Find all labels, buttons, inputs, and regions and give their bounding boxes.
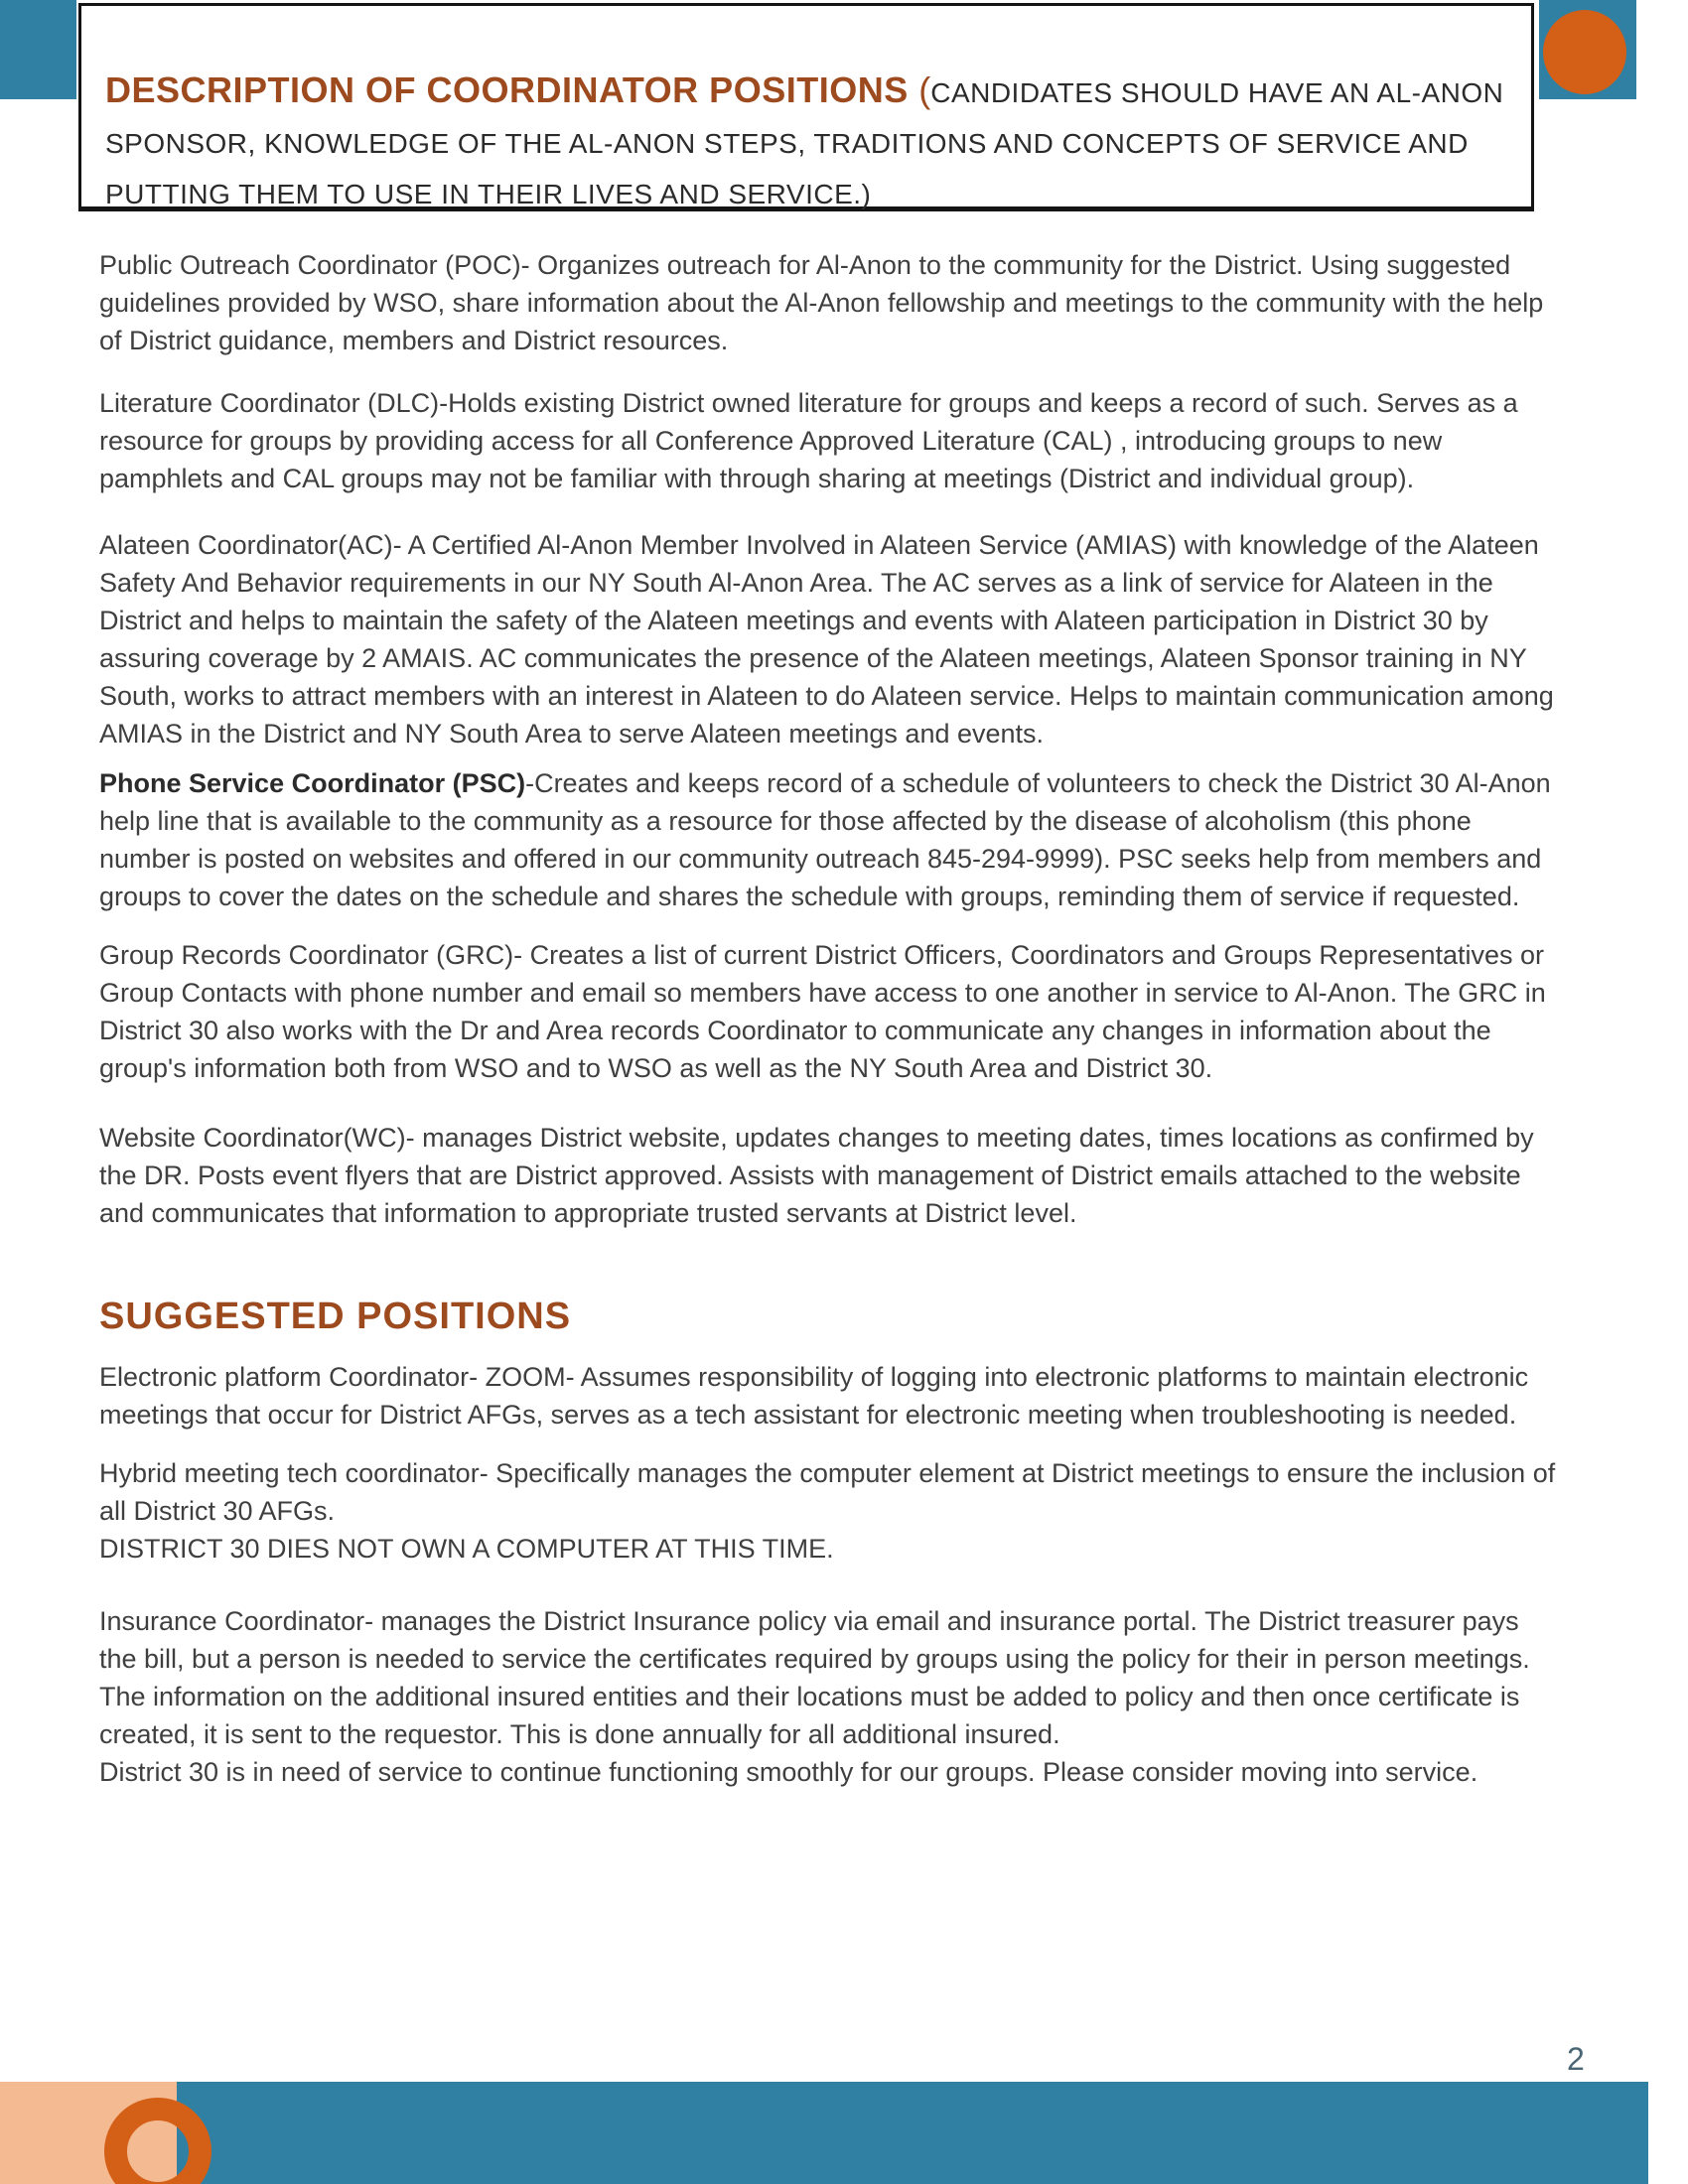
paragraph-alateen-coordinator: Alateen Coordinator(AC)- A Certified Al-Anon Member Involved in Alateen Service (AMIAS) with knowledge of the Alateen Safety And Behavior requirements in our NY South Al-Anon Area. The AC serves as a link of service for Alateen in the District and helps to maintain the safety of the Alateen meetings and events with Alateen participation in District 30 by assuring coverage by 2 AMAIS. AC communicates the presence of the Alateen meetings, Alateen Sponsor training in NY South, works to attract members with an interest in Alateen to do Alateen service. Helps to maintain communication among AMIAS in the District and NY South Area to serve Alateen meetings and events. (99, 530, 1554, 749)
paragraph-closing-call-to-service: District 30 is in need of service to continue functioning smoothly for our groups. Please consider moving into service. (99, 1757, 1478, 1787)
paragraph-insurance-coordinator: Insurance Coordinator- manages the District Insurance policy via email and insurance portal. The District treasurer pays the bill, but a person is needed to service the certificates required by groups using the policy for their in person meetings. The information on the additional insured entities and their locations must be added to policy and then once certificate is created, it is sent to the requestor. This is done annually for all additional insured. (99, 1606, 1530, 1749)
phone-service-coordinator-lead: Phone Service Coordinator (PSC) (99, 768, 526, 798)
orange-circle-icon (1543, 10, 1626, 94)
top-left-accent-block (0, 0, 76, 99)
paragraph-website-coordinator: Website Coordinator(WC)- manages District website, updates changes to meeting dates, times locations as confirmed by the DR. Posts event flyers that are District approved. Assists with management of District emails attached to the website and communicates that information to appropriate trusted servants at District level. (99, 1123, 1534, 1228)
paragraph-phone-service-coordinator (99, 764, 1557, 915)
page-subtitle: CANDIDATES SHOULD HAVE AN AL-ANON SPONSOR, KNOWLEDGE OF THE AL-ANON STEPS, TRADITIONS AND CONCEPTS OF SERVICE AND PUTTING THEM TO USE IN THEIR LIVES AND SERVICE.) (105, 77, 1504, 209)
paragraph-public-outreach-coordinator: Public Outreach Coordinator (POC)- Organizes outreach for Al-Anon to the community for the District. Using suggested guidelines provided by WSO, share information about the Al-Anon fellowship and meetings to the community with the help of District guidance, members and District resources. (99, 250, 1544, 355)
title-box (78, 3, 1534, 211)
phone-service-coordinator-text: -Creates and keeps record of a schedule of volunteers to check the District 30 Al-Anon help line that is available to the community as a resource for those affected by the disease of alcoholism (this phone number is posted on websites and offered in our community outreach 845-294-9999). PSC seeks help from members and groups to cover the dates on the schedule and shares the schedule with groups, reminding them of service if requested. (99, 768, 1551, 911)
title-paren: ( (918, 69, 931, 110)
paragraph-electronic-platform-coordinator: Electronic platform Coordinator- ZOOM- Assumes responsibility of logging into electronic platforms to maintain electronic meetings that occur for District AFGs, serves as a tech assistant for electronic meeting when troubleshooting is needed. (99, 1362, 1529, 1430)
page-title: DESCRIPTION OF COORDINATOR POSITIONS (105, 69, 919, 110)
page-number: 2 (1567, 2041, 1585, 2077)
footer-teal-bar (177, 2082, 1648, 2184)
document-body (99, 246, 1557, 1791)
paragraph-group-records-coordinator: Group Records Coordinator (GRC)- Creates a list of current District Officers, Coordinators and Groups Representatives or Group Contacts with phone number and email so members have access to one another in service to Al-Anon. The GRC in District 30 also works with the Dr and Area records Coordinator to communicate any changes in information about the group's information both from WSO and to WSO as well as the NY South Area and District 30. (99, 940, 1546, 1083)
paragraph-literature-coordinator: Literature Coordinator (DLC)-Holds existing District owned literature for groups and keeps a record of such. Serves as a resource for groups by providing access for all Conference Approved Literature (CAL) , introducing groups to new pamphlets and CAL groups may not be familiar with through sharing at meetings (District and individual group). (99, 388, 1518, 493)
paragraph-hybrid-computer-note: DISTRICT 30 DIES NOT OWN A COMPUTER AT THIS TIME. (99, 1534, 834, 1564)
paragraph-hybrid-meeting-tech-coordinator: Hybrid meeting tech coordinator- Specifically manages the computer element at District meetings to ensure the inclusion of all District 30 AFGs. (99, 1458, 1556, 1526)
suggested-positions-heading: SUGGESTED POSITIONS (99, 1296, 572, 1337)
